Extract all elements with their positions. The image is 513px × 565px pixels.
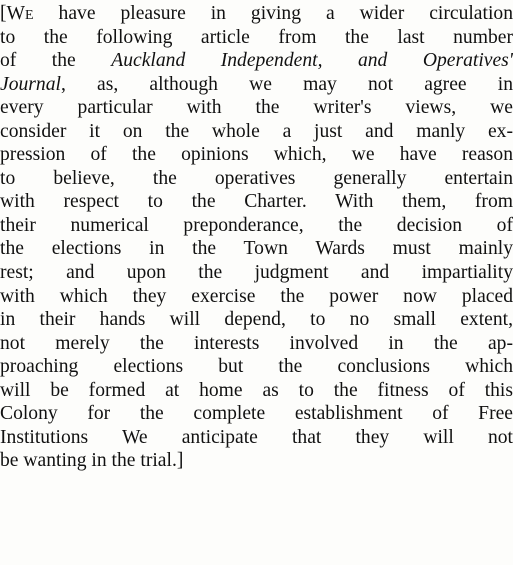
article-line: with which they exercise the power now placed <box>0 285 513 307</box>
article-line: with respect to the Charter. With them, from <box>0 191 513 213</box>
article-line: proaching elections but the conclusions which <box>0 356 513 378</box>
article-line: Journal, as, although we may not agree in <box>0 73 513 95</box>
article-line: will be formed at home as to the fitness of this <box>0 379 513 401</box>
article-line: to the following article from the last number <box>0 26 513 48</box>
article-line: [We have pleasure in giving a wider circulation <box>0 3 513 24</box>
article-line: not merely the interests involved in the ap- <box>0 332 513 354</box>
article-line: to believe, the operatives generally entertain <box>0 167 513 189</box>
article-line: consider it on the whole a just and manly ex- <box>0 120 513 142</box>
article-line: every particular with the writer's views, we <box>0 97 513 119</box>
article-line: Institutions We anticipate that they will not <box>0 426 513 448</box>
article-line: pression of the opinions which, we have reason <box>0 144 513 166</box>
article-line: be wanting in the trial.] <box>0 450 184 472</box>
article-line: Colony for the complete establishment of Free <box>0 403 513 425</box>
article-text <box>0 2 513 473</box>
article-line: in their hands will depend, to no small extent, <box>0 309 513 331</box>
article-line: of the Auckland Independent, and Operatives' <box>0 50 513 72</box>
article-line: the elections in the Town Wards must mainly <box>0 238 513 260</box>
article-line: rest; and upon the judgment and impartiality <box>0 262 513 284</box>
article-line: their numerical preponderance, the decision of <box>0 214 513 236</box>
